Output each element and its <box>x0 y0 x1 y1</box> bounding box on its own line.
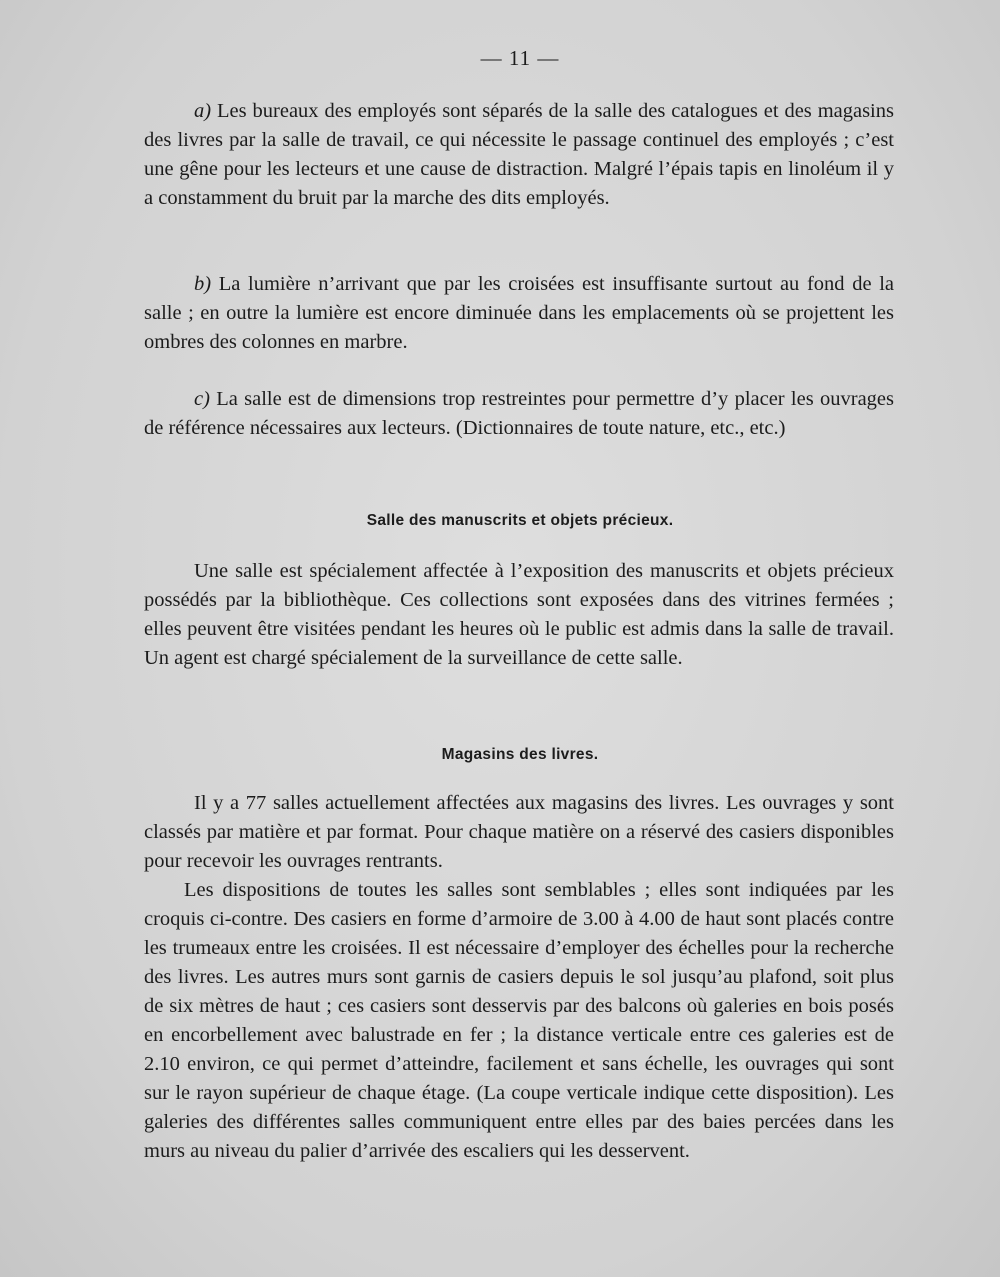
paragraph-a <box>144 97 894 213</box>
paragraph-magasins-2: Les dispositions de toutes les salles sont semblables ; elles sont indiquées par les croquis ci-contre. Des casiers en forme d’armoire de 3.00 à 4.00 de haut sont placés contre les trumeaux entre les croisées. Il est nécessaire d’employer des échelles pour la recherche des livres. Les autres murs sont garnis de casiers depuis le sol jusqu’au plafond, soit plus de six mètres de haut ; ces casiers sont desservis par des balcons où galeries en bois posés en encorbellement avec balustrade en fer ; la distance verticale entre ces galeries est de 2.10 environ, ce qui permet d’atteindre, facilement et sans échelle, les ouvrages qui sont sur le rayon supérieur de chaque étage. (La coupe verticale indique cette disposition). Les galeries des différentes salles communiquent entre elles par des baies percées dans les murs au niveau du palier d’arrivée des escaliers qui les desservent. <box>144 879 894 1162</box>
paragraph-c <box>144 385 894 443</box>
paragraph-a-label: a) <box>194 100 212 122</box>
paragraph-manuscrits: Une salle est spécialement affectée à l’exposition des manuscrits et objets précieux possédés par la bibliothèque. Ces collections sont exposées dans des vitrines fermées ; elles peuvent être visitées pendant les heures où le public est admis dans la salle de travail. Un agent est chargé spécialement de la surveillance de cette salle. <box>144 560 894 669</box>
paragraph-b <box>144 270 894 357</box>
section-heading-manuscrits: Salle des manuscrits et objets précieux. <box>366 512 674 529</box>
page-number: — 11 — <box>480 46 560 70</box>
paragraph-c-label: c) <box>194 388 210 410</box>
paragraph-magasins-1: Il y a 77 salles actuellement affectées aux magasins des livres. Les ouvrages y sont classés par matière et par format. Pour chaque matière on a réservé des casiers disponibles pour recevoir les ouvrages rentrants. <box>144 792 894 872</box>
paragraph-b-label: b) <box>194 273 212 295</box>
paragraph-c-text: La salle est de dimensions trop restreintes pour permettre d’y placer les ouvrages de référence nécessaires aux lecteurs. (Dictionnaires de toute nature, etc., etc.) <box>144 388 894 439</box>
paragraph-b-text: La lumière n’arrivant que par les croisées est insuffisante surtout au fond de la salle ; en outre la lumière est encore diminuée dans les emplacements où se projettent les ombres des colonnes en marbre. <box>144 273 894 353</box>
section-heading-magasins: Magasins des livres. <box>441 746 599 763</box>
paragraph-a-text: Les bureaux des employés sont séparés de la salle des catalogues et des magasins des livres par la salle de travail, ce qui nécessite le passage continuel des employés ; c’est une gêne pour les lecteurs et une cause de distraction. Malgré l’épais tapis en linoléum il y a constamment du bruit par la marche des dits employés. <box>144 100 894 209</box>
